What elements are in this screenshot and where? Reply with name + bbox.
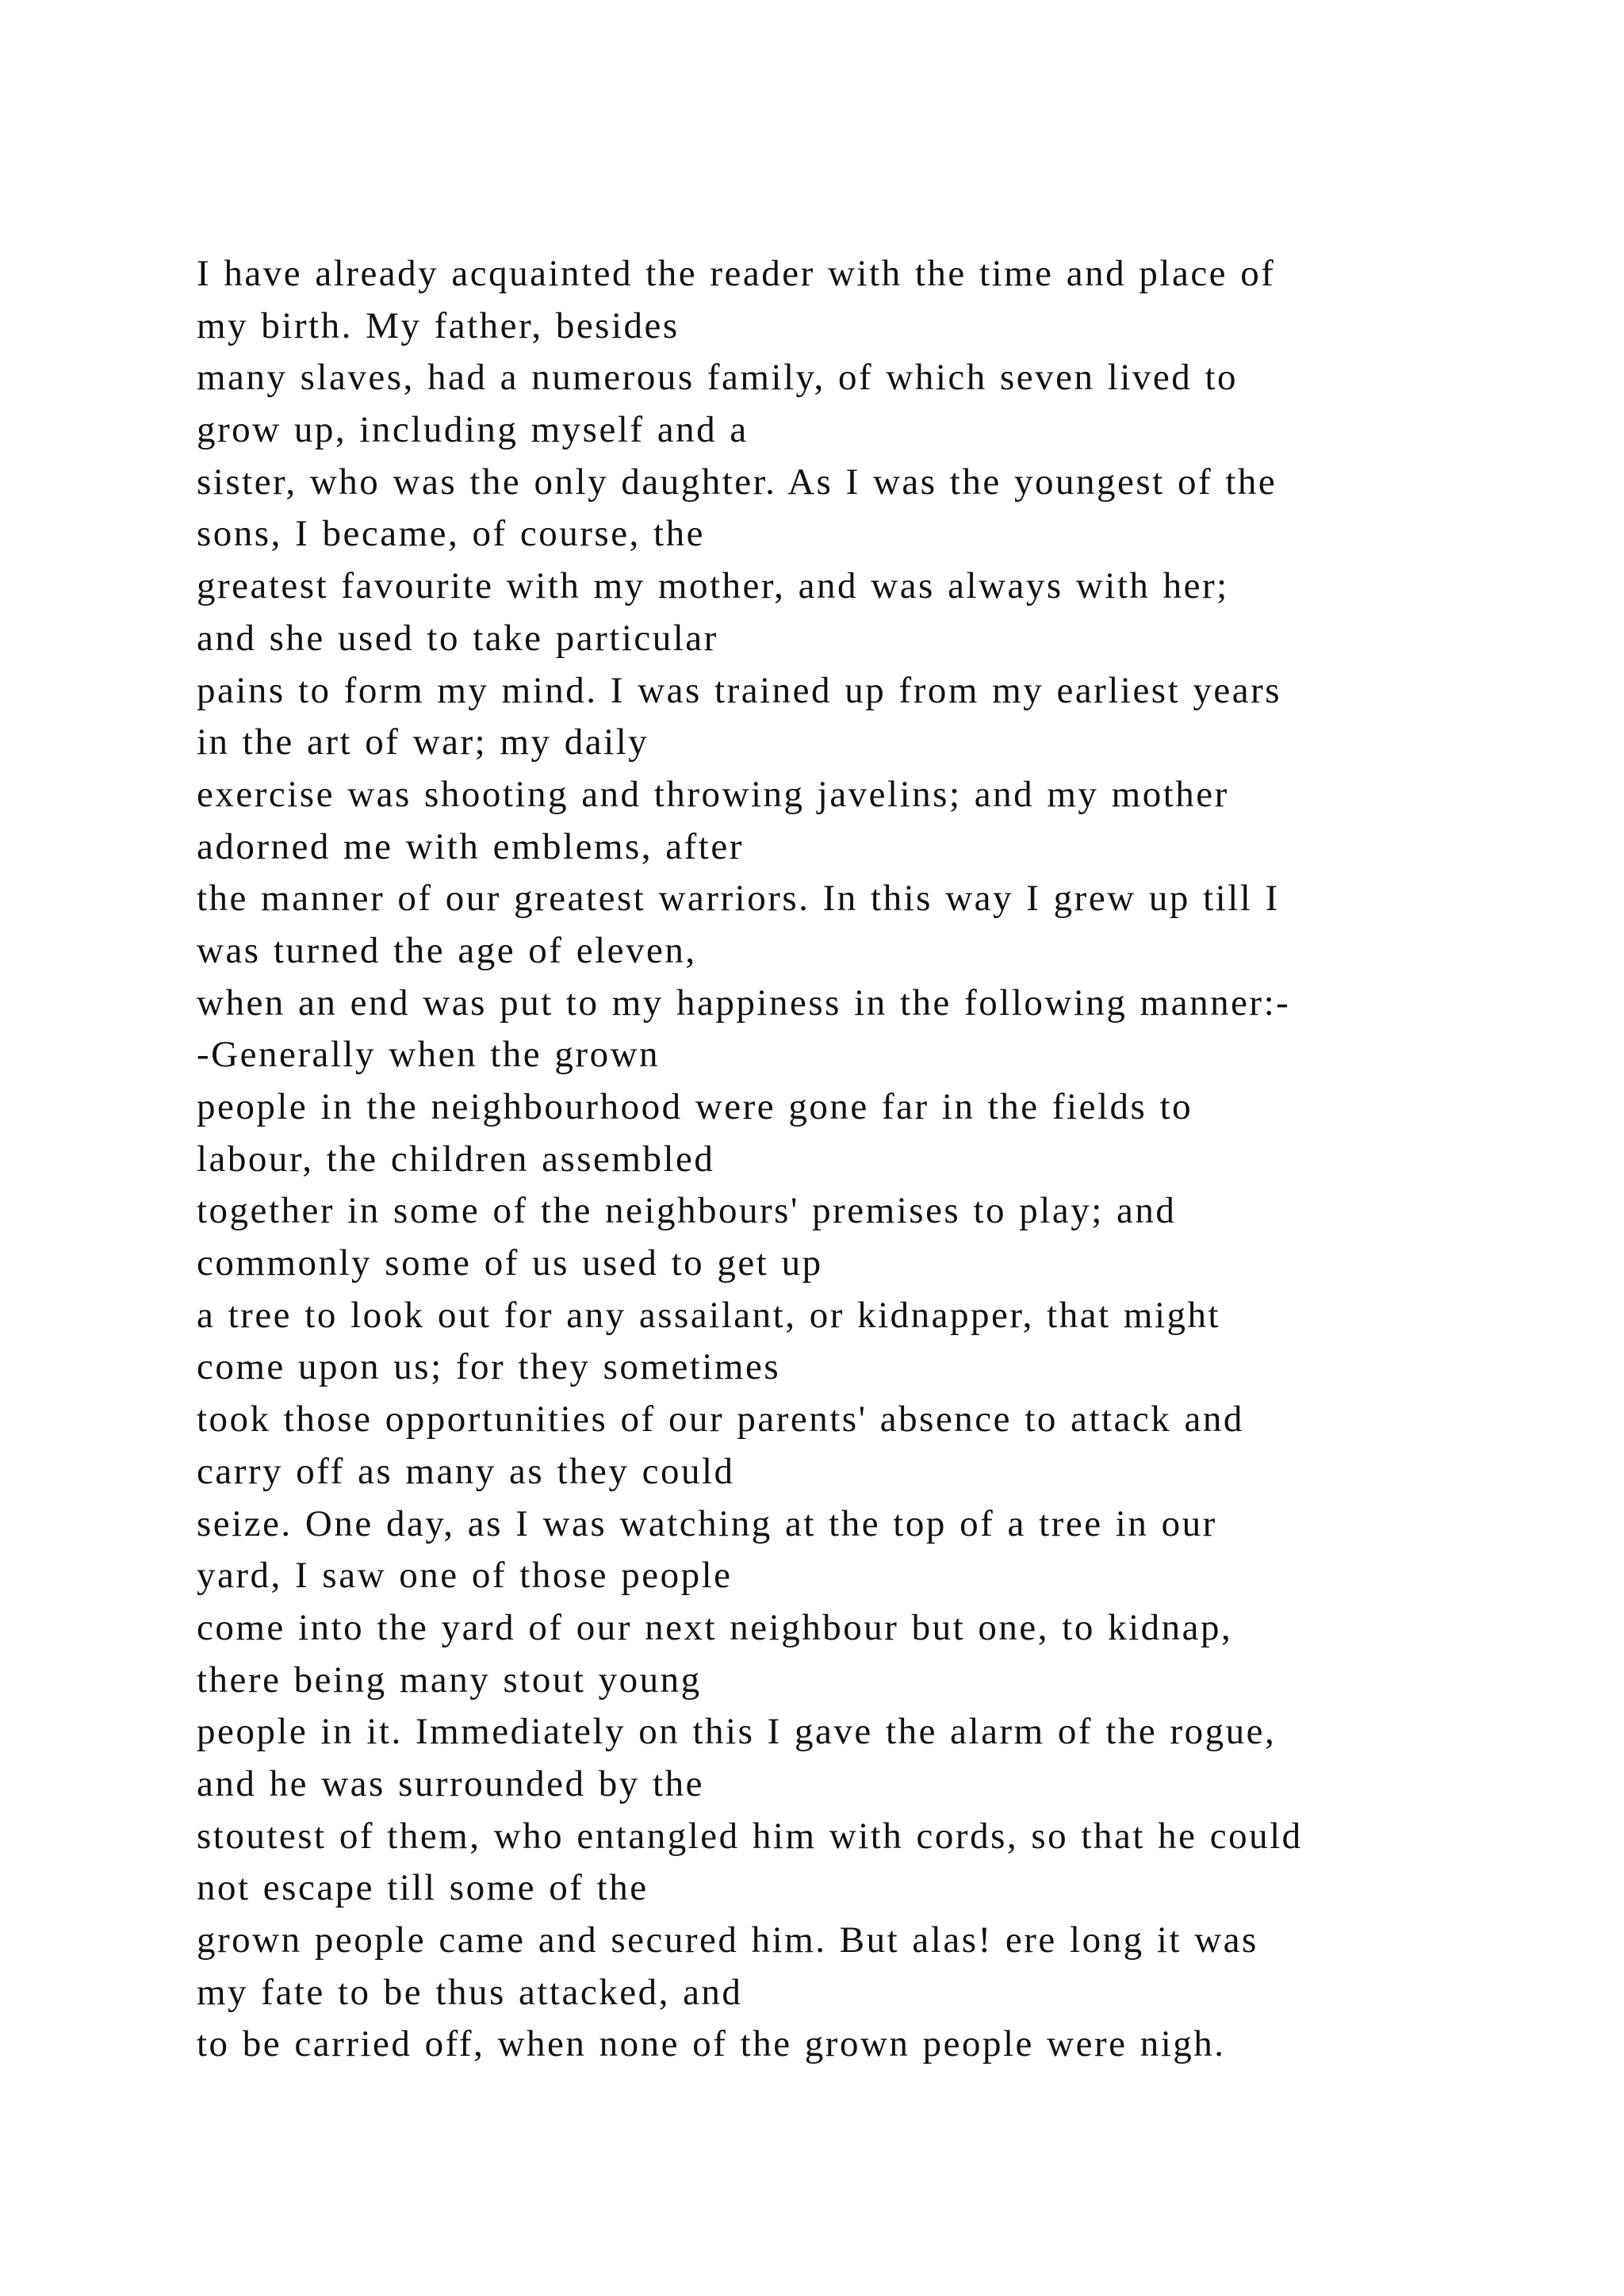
text-line: there being many stout young <box>197 1659 702 1701</box>
text-line: together in some of the neighbours' premises to play; and <box>197 1190 1177 1232</box>
text-line: people in the neighbourhood were gone far in the fields to <box>197 1086 1193 1127</box>
text-line: my fate to be thus attacked, and <box>197 1971 743 2013</box>
text-line: yard, I saw one of those people <box>197 1555 733 1597</box>
text-line: and she used to take particular <box>197 617 718 659</box>
text-line: seize. One day, as I was watching at the top of a tree in our <box>197 1502 1217 1544</box>
text-line: -Generally when the grown <box>197 1034 661 1076</box>
text-line: come upon us; for they sometimes <box>197 1346 781 1388</box>
text-line: grown people came and secured him. But alas! ere long it was <box>197 1919 1258 1961</box>
text-line: to be carried off, when none of the grown people were nigh. <box>197 2023 1226 2065</box>
text-line: a tree to look out for any assailant, or kidnapper, that might <box>197 1294 1221 1336</box>
text-line: adorned me with emblems, after <box>197 825 744 867</box>
text-line: pains to form my mind. I was trained up from my earliest years <box>197 669 1282 711</box>
text-line: in the art of war; my daily <box>197 721 649 763</box>
text-line: took those opportunities of our parents' absence to attack and <box>197 1399 1244 1441</box>
text-line: grow up, including myself and a <box>197 409 749 451</box>
text-line: labour, the children assembled <box>197 1138 715 1180</box>
text-line: I have already acquainted the reader with the time and place of <box>197 253 1276 294</box>
text-line: greatest favourite with my mother, and was always with her; <box>197 565 1229 607</box>
text-line: when an end was put to my happiness in the following manner:- <box>197 982 1291 1024</box>
body-text <box>197 248 1608 2071</box>
text-line: commonly some of us used to get up <box>197 1242 823 1284</box>
text-line: people in it. Immediately on this I gave the alarm of the rogue, <box>197 1711 1277 1753</box>
text-line: many slaves, had a numerous family, of which seven lived to <box>197 357 1239 399</box>
text-line: and he was surrounded by the <box>197 1762 704 1804</box>
text-line: my birth. My father, besides <box>197 304 680 346</box>
text-line: sons, I became, of course, the <box>197 513 705 555</box>
text-line: the manner of our greatest warriors. In this way I grew up till I <box>197 878 1280 920</box>
text-line: not escape till some of the <box>197 1867 649 1909</box>
text-line: come into the yard of our next neighbour but one, to kidnap, <box>197 1606 1233 1648</box>
text-line: was turned the age of eleven, <box>197 929 697 971</box>
text-line: exercise was shooting and throwing javelins; and my mother <box>197 773 1229 815</box>
text-line: sister, who was the only daughter. As I was the youngest of the <box>197 461 1277 503</box>
text-line: carry off as many as they could <box>197 1450 735 1492</box>
text-line: stoutest of them, who entangled him with cords, so that he could <box>197 1815 1303 1857</box>
